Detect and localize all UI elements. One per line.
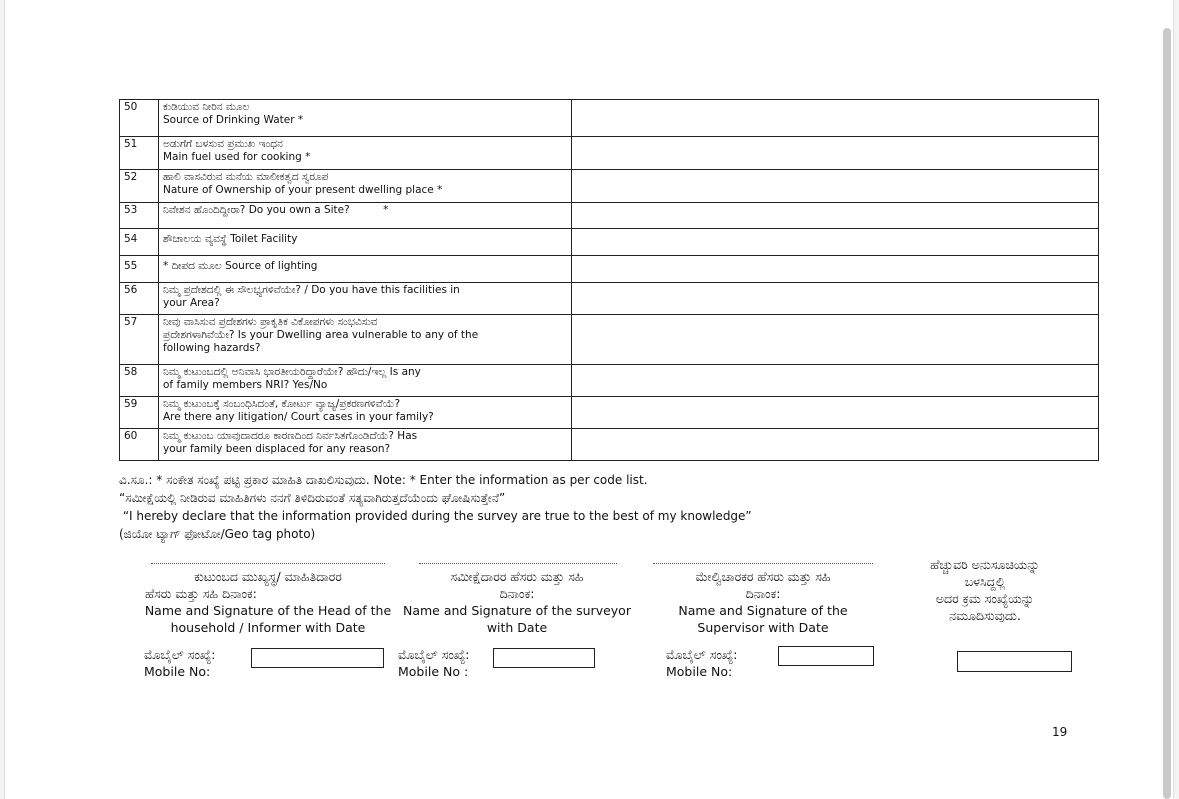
mobile-label-english: Mobile No:	[144, 664, 211, 679]
signature-label-kannada: ಸಮೀಕ್ಷೆದಾರರ ಹೆಸರು ಮತ್ತು ಸಹಿ	[450, 569, 584, 584]
answer-cell[interactable]	[572, 315, 1099, 365]
table-row	[120, 229, 1099, 256]
table-row	[120, 256, 1099, 283]
additional-schedule-line: ಅದರ ಕ್ರಮ ಸಂಖ್ಯೆಯನ್ನು	[935, 591, 1035, 606]
question-kannada: ನೀವು ವಾಸಿಸುವ ಪ್ರದೇಶಗಳು ಪ್ರಾಕೃತಿಕ ವಿಕೋಪಗಳು ಸಂಭವಿಸುವ	[163, 316, 378, 328]
signature-line	[653, 563, 873, 564]
document-page	[4, 0, 1174, 799]
signature-line	[151, 563, 385, 564]
declaration-english: “I hereby declare that the information provided during the survey are true to the best of my knowledge”	[119, 509, 752, 523]
signature-label-kannada: ದಿನಾಂಕ:	[745, 586, 781, 601]
answer-cell[interactable]	[572, 397, 1099, 429]
signature-label-english: with Date	[486, 620, 548, 635]
signature-label-kannada: ಮೇಲ್ವಿಚಾರಕರ ಹೆಸರು ಮತ್ತು ಸಹಿ	[695, 569, 831, 584]
signature-label-english: Name and Signature of the	[678, 603, 848, 618]
table-row	[120, 315, 1099, 365]
mobile-label-english: Mobile No:	[666, 664, 733, 679]
row-number: 52	[120, 170, 159, 203]
additional-schedule-line: ನಮೂದಿಸುವುದು.	[949, 608, 1021, 623]
table-row	[120, 429, 1099, 461]
row-number: 60	[120, 429, 159, 461]
question-english: your family been displaced for any reason?	[163, 443, 391, 455]
question-kannada: ನಿಮ್ಮ ಕುಟುಂಬಕ್ಕೆ ಸಂಬಂಧಿಸಿದಂತೆ, ಕೋರ್ಟು ವ್ಯಾಜ್ಯ/ಪ್ರಕರಣಗಳಿವೆಯೆ?	[163, 398, 401, 410]
question-cell	[159, 137, 572, 170]
row-number: 56	[120, 283, 159, 315]
table-row	[120, 100, 1099, 137]
question-kannada: ನಿಮ್ಮ ಪ್ರದೇಶದಲ್ಲಿ ಈ ಸೌಲಭ್ಯಗಳಿವೆಯೇ? / Do you have this facilities in	[163, 284, 460, 296]
row-number: 57	[120, 315, 159, 365]
signature-line	[419, 563, 617, 564]
question-english: your Area?	[163, 297, 220, 309]
additional-schedule-note	[885, 556, 1085, 624]
code-list-note: ವಿ.ಸೂ.: * ಸಂಕೇತ ಸಂಖ್ಯೆ ಪಟ್ಟಿ ಪ್ರಕಾರ ಮಾಹಿತಿ ದಾಖಲಿಸುವುದು. Note: * Enter the information as per code list.	[119, 473, 648, 487]
supervisor-mobile-input[interactable]	[778, 646, 874, 666]
additional-schedule-line: ಹೆಚ್ಚುವರಿ ಅನುಸೂಚಿಯನ್ನು	[930, 557, 1040, 572]
signature-label-english: Name and Signature of the surveyor	[403, 603, 631, 618]
signature-label-english: household / Informer with Date	[170, 620, 366, 635]
answer-cell[interactable]	[572, 283, 1099, 315]
question-cell	[159, 429, 572, 461]
table-row	[120, 170, 1099, 203]
signature-label-kannada: ಕುಟುಂಬದ ಮುಖ್ಯಸ್ಥ/ ಮಾಹಿತಿದಾರರ	[194, 569, 342, 584]
signature-label-kannada: ದಿನಾಂಕ:	[499, 586, 535, 601]
question-english: Source of Drinking Water *	[163, 114, 304, 126]
supervisor-signature-block	[645, 563, 881, 636]
answer-cell[interactable]	[572, 203, 1099, 229]
question-english: of family members NRI? Yes/No	[163, 379, 328, 391]
question-english: Nature of Ownership of your present dwelling place *	[163, 184, 443, 196]
additional-schedule-line: ಬಳಸಿದ್ದಲ್ಲಿ	[964, 574, 1006, 589]
question-kannada: ನಿಮ್ಮ ಕುಟುಂಬ ಯಾವುದಾದರೂ ಕಾರಣದಿಂದ ನಿರ್ವಸಿತಗೊಂಡಿದೆಯೆ? Has	[163, 430, 418, 442]
notes-section	[119, 471, 1119, 543]
answer-cell[interactable]	[572, 365, 1099, 397]
answer-cell[interactable]	[572, 256, 1099, 283]
question-cell: * ದೀಪದ ಮೂಲ Source of lighting	[159, 256, 572, 283]
question-english: Main fuel used for cooking *	[163, 151, 311, 163]
supervisor-mobile-label	[666, 646, 737, 680]
mobile-label-english: Mobile No :	[398, 664, 469, 679]
table-row	[120, 203, 1099, 229]
row-number: 54	[120, 229, 159, 256]
question-cell	[159, 365, 572, 397]
answer-cell[interactable]	[572, 137, 1099, 170]
answer-cell[interactable]	[572, 170, 1099, 203]
question-cell: ನಿವೇಶನ ಹೊಂದಿದ್ದೀರಾ? Do you own a Site? *	[159, 203, 572, 229]
question-cell	[159, 315, 572, 365]
question-cell	[159, 100, 572, 137]
signature-label-english: Name and Signature of the Head of the	[144, 603, 392, 618]
question-cell	[159, 283, 572, 315]
signature-label-english: Supervisor with Date	[697, 620, 829, 635]
row-number: 50	[120, 100, 159, 137]
question-cell	[159, 397, 572, 429]
table-row	[120, 283, 1099, 315]
question-english: ಪ್ರದೇಶಗಳಾಗಿವೆಯೇ? Is your Dwelling area vulnerable to any of the	[163, 329, 479, 341]
row-number: 58	[120, 365, 159, 397]
additional-schedule-number-input[interactable]	[957, 651, 1072, 672]
row-number: 51	[120, 137, 159, 170]
surveyor-mobile-label	[398, 646, 469, 680]
question-english: following hazards?	[163, 342, 261, 354]
row-number: 59	[120, 397, 159, 429]
answer-cell[interactable]	[572, 429, 1099, 461]
head-mobile-input[interactable]	[251, 648, 384, 668]
answer-cell[interactable]	[572, 100, 1099, 137]
question-kannada: ಹಾಲಿ ವಾಸವಿರುವ ಮನೆಯ ಮಾಲೀಕತ್ವದ ಸ್ವರೂಪ	[163, 171, 329, 183]
question-kannada: ನಿಮ್ಮ ಕುಟುಂಬದಲ್ಲಿ ಅನಿವಾಸಿ ಭಾರತೀಯರಿದ್ದಾರೆಯೇ? ಹೌದು/ಇಲ್ಲ Is any	[163, 366, 421, 378]
table-row	[120, 365, 1099, 397]
row-number: 53	[120, 203, 159, 229]
declaration-kannada: “ಸಮೀಕ್ಷೆಯಲ್ಲಿ ನೀಡಿರುವ ಮಾಹಿತಿಗಳು ನನಗೆ ತಿಳಿದಿರುವಂತೆ ಸತ್ಯವಾಗಿರುತ್ತದೆಯೆಂದು ಘೋಷಿಸುತ್ತೇನೆ”	[119, 491, 506, 505]
question-english: Are there any litigation/ Court cases in your family?	[163, 411, 434, 423]
mobile-label-kannada: ಮೊಬೈಲ್ ಸಂಖ್ಯೆ:	[398, 647, 470, 662]
question-cell: ಶೌಚಾಲಯ ವ್ಯವಸ್ಥೆ Toilet Facility	[159, 229, 572, 256]
head-signature-block	[141, 563, 395, 636]
survey-questions-table	[119, 99, 1099, 461]
page-number: 19	[1052, 725, 1068, 739]
head-mobile-label	[144, 646, 215, 680]
table-row	[120, 137, 1099, 170]
question-kannada: ಕುಡಿಯುವ ನೀರಿನ ಮೂಲ	[163, 101, 250, 113]
question-kannada: ಅಡುಗೆಗೆ ಬಳಸುವ ಪ್ರಮುಖ ಇಂಧನ	[163, 138, 283, 150]
answer-cell[interactable]	[572, 229, 1099, 256]
mobile-label-kannada: ಮೊಬೈಲ್ ಸಂಖ್ಯೆ:	[144, 647, 216, 662]
signature-label-kannada: ಹೆಸರು ಮತ್ತು ಸಹಿ ದಿನಾಂಕ:	[145, 586, 257, 601]
mobile-label-kannada: ಮೊಬೈಲ್ ಸಂಖ್ಯೆ:	[666, 647, 738, 662]
surveyor-signature-block	[401, 563, 633, 636]
surveyor-mobile-input[interactable]	[493, 648, 595, 668]
table-row	[120, 397, 1099, 429]
question-cell	[159, 170, 572, 203]
geo-tag-photo-label: (ಜಿಯೋ ಟ್ಯಾಗ್ ಫೋಟೋ/Geo tag photo)	[119, 527, 316, 541]
row-number: 55	[120, 256, 159, 283]
vertical-scrollbar[interactable]	[1163, 28, 1171, 799]
